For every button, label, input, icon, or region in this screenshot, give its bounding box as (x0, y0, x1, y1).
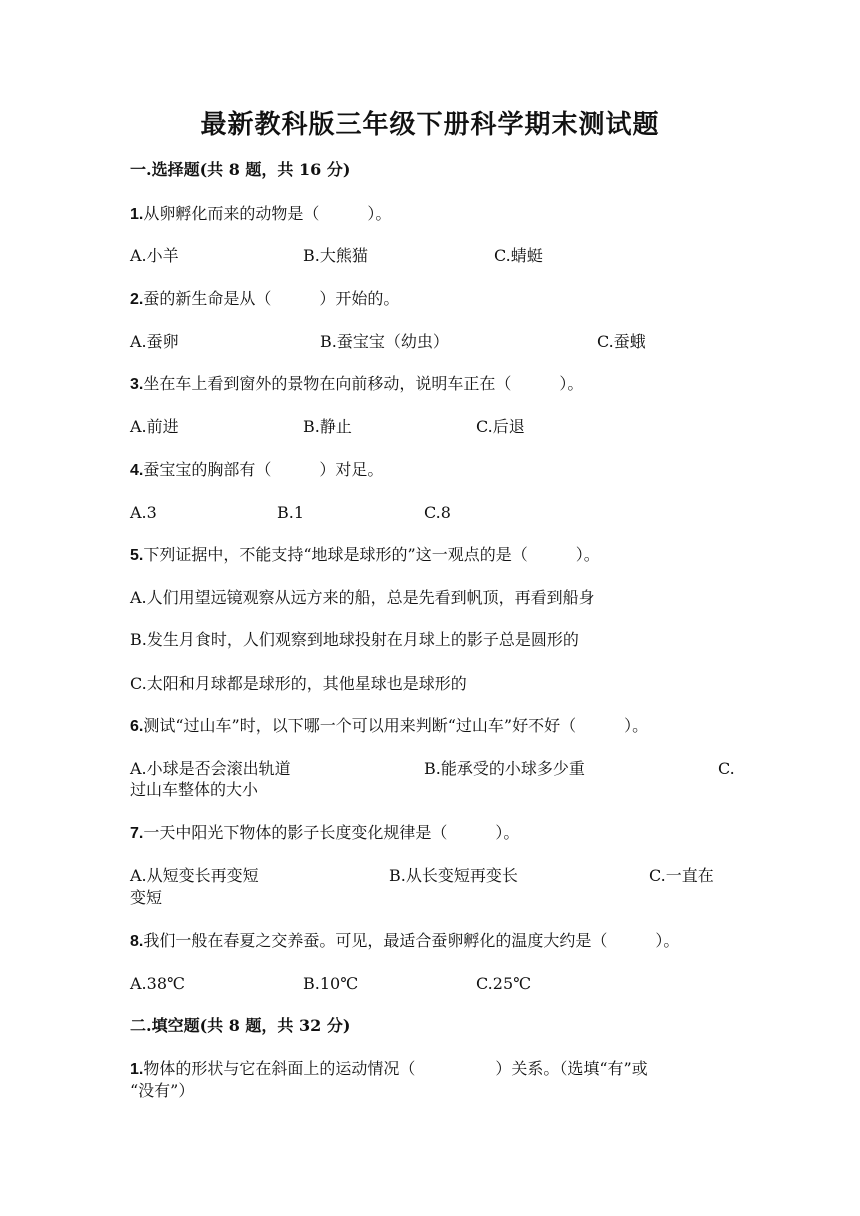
question-2 (130, 289, 399, 310)
question-text: 一天中阳光下物体的影子长度变化规律是（ ）。 (143, 823, 520, 842)
question-7 (130, 823, 519, 844)
question-text: 我们一般在春夏之交养蚕。可见，最适合蚕卵孵化的温度大约是（ ）。 (143, 931, 680, 950)
option-a: A.38℃ (130, 974, 185, 993)
option-a: A.前进 (130, 417, 179, 436)
question-text: 蚕的新生命是从（ ）开始的。 (143, 289, 400, 308)
question-text: 蚕宝宝的胸部有（ ）对足。 (143, 460, 384, 479)
option-c-continuation: 过山车整体的大小 (130, 780, 259, 799)
question-number: 4. (130, 462, 144, 479)
option-c: C.蚕蛾 (597, 332, 646, 351)
option-c: C.8 (424, 503, 451, 522)
option-a: A.小球是否会滚出轨道 (130, 759, 291, 778)
question-number: 2. (130, 291, 144, 308)
exam-title: 最新教科版三年级下册科学期末测试题 (200, 110, 660, 140)
option-a: A.小羊 (130, 246, 179, 265)
option-c: C.太阳和月球都是球形的，其他星球也是球形的 (130, 674, 467, 693)
question-5 (130, 545, 600, 566)
question-6 (130, 716, 648, 737)
section-heading-fill: 二.填空题(共 8 题，共 32 分) (130, 1016, 351, 1035)
question-number: 7. (130, 825, 144, 842)
question-text: 测试“过山车”时，以下哪一个可以用来判断“过山车”好不好（ ）。 (143, 716, 649, 735)
question-text: 坐在车上看到窗外的景物在向前移动，说明车正在（ ）。 (143, 374, 584, 393)
question-number: 5. (130, 547, 144, 564)
option-c: C.后退 (476, 417, 525, 436)
option-a: A.从短变长再变短 (130, 866, 259, 885)
question-1 (130, 204, 391, 225)
question-text: 下列证据中，不能支持“地球是球形的”这一观点的是（ ）。 (143, 545, 600, 564)
question-number: 6. (130, 718, 144, 735)
option-b: B.1 (277, 503, 305, 522)
question-number: 1. (130, 1061, 144, 1078)
question-text: 从卵孵化而来的动物是（ ）。 (143, 204, 392, 223)
option-c: C. (718, 759, 735, 778)
question-number: 8. (130, 933, 144, 950)
question-3 (130, 374, 583, 395)
option-b: B.大熊猫 (303, 246, 368, 265)
option-c: C.25℃ (476, 974, 532, 993)
question-text: 物体的形状与它在斜面上的运动情况（ ）关系。（选填“有”或 (143, 1059, 648, 1078)
section-heading-choice: 一.选择题(共 8 题，共 16 分) (130, 160, 351, 179)
option-b: B.发生月食时，人们观察到地球投射在月球上的影子总是圆形的 (130, 630, 579, 649)
option-a: A.蚕卵 (130, 332, 179, 351)
option-c: C.蜻蜓 (494, 246, 543, 265)
option-a: A.3 (130, 503, 157, 522)
question-number: 1. (130, 206, 144, 223)
option-b: B.10℃ (303, 974, 359, 993)
fill-question-1 (130, 1059, 648, 1080)
option-c-continuation: 变短 (130, 888, 163, 907)
option-c: C.一直在 (649, 866, 714, 885)
option-a: A.人们用望远镜观察从远方来的船，总是先看到帆顶，再看到船身 (130, 588, 595, 607)
question-number: 3. (130, 376, 144, 393)
option-b: B.从长变短再变长 (389, 866, 518, 885)
question-continuation: “没有”） (130, 1081, 195, 1100)
option-b: B.静止 (303, 417, 352, 436)
question-8 (130, 931, 679, 952)
question-4 (130, 460, 383, 481)
option-b: B.能承受的小球多少重 (424, 759, 585, 778)
option-b: B.蚕宝宝（幼虫） (320, 332, 449, 351)
